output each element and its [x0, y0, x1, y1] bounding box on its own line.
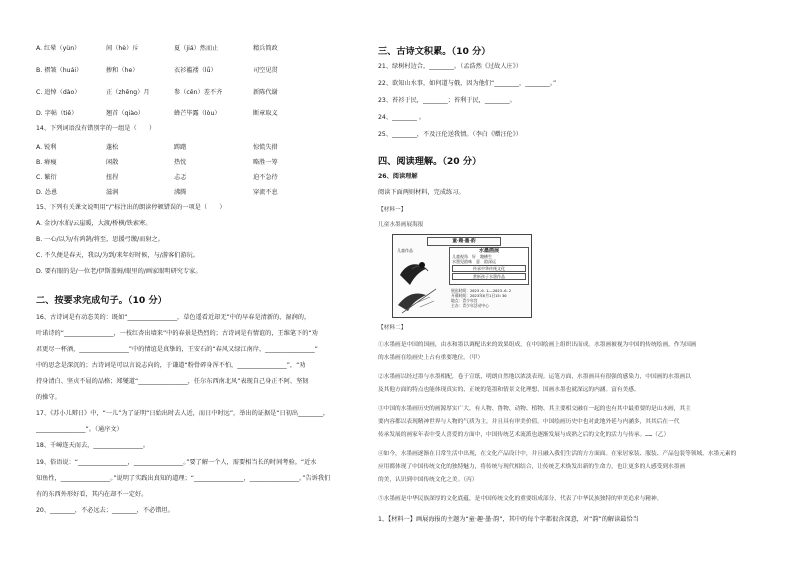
q14-option-c-3: 忐忑	[174, 174, 187, 181]
paragraph-3-line-3: 传承发展的画家年表中受人喜爱的方面中，中国传统艺术流派也逐渐发展与成熟之后的文化的活力与传承。……（乙）	[378, 432, 670, 438]
q14-option-c-4: 迫不急待	[253, 174, 278, 181]
poster-info-3: 地点：青少年宫	[451, 298, 478, 303]
item-25: 25、________，不及汪伦送我情。（李白《赠汪伦》）	[378, 131, 522, 138]
poster-info-2: 开幕时间：2023年6月1日15:30	[451, 293, 507, 298]
paragraph-2-line-2: 及其他方面的特点也能体现真实的、正统的笔墨和情景文化理想，国画水墨也就深远的内涵。富有美感。	[378, 387, 640, 393]
option-b-3: 衣衫褴褛（lǚ）	[174, 67, 217, 74]
q16-line-5: 持身清白、坚贞不屈的品格；郑燮道“________________，任尔东西南北风”表现自己身正不阿、坚韧	[36, 378, 309, 385]
q14-option-d-4: 穿流不息	[253, 189, 278, 196]
item-22: 22、欲知山水事，如何道与俄，因为他们“________，________。”	[378, 80, 557, 87]
option-b-2: 掺和（he）	[106, 67, 139, 74]
q16-line-2: 叶诺诗的“________________，一枝红杏出墙来”中的春景是热烈的；古诗词是有情谊的，王维笔下的“劝	[36, 330, 318, 337]
paragraph-3-line-2: 要内容都以表现精神世界与人物的气质为主，并且具有审美价值。中国绘画历史中也对此地外延与内涵多，其其后在一代	[378, 419, 680, 425]
poster-info-1: 展出时间：2023.6.1——2023.6.2	[451, 288, 512, 293]
question-26-1: 1、【材料一】画展海报的主题为“童·趣·墨·韵”，其中的每个字都很含深意，对“韵”的解读最恰当	[378, 516, 639, 523]
item-23: 23、苔衫于民，________；苔利于民，________。	[378, 97, 516, 104]
option-d-2: 翘首（qiào）	[106, 110, 144, 117]
q17-line-2: ________________”。（通序文）	[36, 426, 123, 433]
poster-box-title: 水墨画展	[478, 248, 499, 254]
q14-option-d-1: D. 怂恿	[36, 189, 58, 196]
material-1-subtitle: 儿童水墨画展海报	[378, 222, 424, 228]
question-14: 14、下列词语没有错别字的一组是（ ）	[36, 125, 156, 132]
q16-line-1: 16、古诗词是有动态美的：既如“________________，草色遥看近却无”中的早春是清新的、湿润的，	[36, 314, 311, 321]
q14-option-a-1: A. 锐利	[36, 144, 57, 151]
poster-box-line-2: 水墨见韵味 意 韵深远	[452, 259, 496, 264]
item-24: 24、________ 。	[378, 114, 425, 121]
q14-option-b-4: 略胜一筹	[253, 159, 278, 166]
material-1-label: 【材料一】	[378, 207, 407, 213]
paragraph-1-line-2: 的水墨画在绘画史上占有重要地位。（甲）	[378, 355, 484, 361]
q19-line-1: 19、俗语说：“________________，________________。”要了解一个人，需要相当长的时间考验。“近水	[36, 459, 317, 466]
paragraph-5: ⑤水墨画是中华民族深厚的文化底蕴，是中国传统文化的重要组成部分，代表了中华民族独特的审美追求与精神。	[378, 496, 663, 502]
option-d-3: 蜂芒毕露（lòu）	[174, 110, 221, 117]
option-a-3: 夏（jiá）然而止	[174, 45, 219, 52]
option-c-1: C. 追悼（dào）	[36, 89, 81, 96]
poster-title: 童·趣·墨·韵	[427, 237, 501, 246]
material-2-label: 【材料二】	[378, 325, 407, 331]
question-20: 20、________，不必远去；________，不必错坦。	[36, 507, 174, 514]
question-26: 26、阅读理解	[378, 173, 418, 180]
ink-painting-image	[396, 255, 444, 315]
q16-line-6: 的操守。	[36, 394, 61, 401]
q14-option-a-3: 踌躇	[174, 144, 187, 151]
q14-option-b-2: 闲散	[106, 159, 119, 166]
section-4-heading: 四、阅读理解。（20 分）	[378, 156, 482, 167]
poster-left-caption: 儿童作品	[397, 248, 413, 253]
exhibition-poster	[392, 234, 532, 318]
option-b-4: 司空见贯	[253, 67, 278, 74]
q14-option-a-4: 惊慌失措	[253, 144, 278, 151]
q15-option-a: A. 金沙/水拍/云崖暖，大渡/桥横/铁索寒。	[36, 220, 152, 227]
paragraph-1-line-1: ①水墨画是中国的国画，由水和墨以调配出来的效果组成，在中国绘画上组织出而成。水墨画被视为中国的传统绘画，作为国画	[378, 342, 697, 348]
option-c-3: 参（cēn）差不齐	[174, 89, 223, 96]
paragraph-4-line-1: ④如今，水墨画逐渐在日常生活中出现，在文化产品设计中，并且融入我们生活的方方面面。在家居家装、服装、产品包装等领域，水墨元素的	[378, 451, 737, 457]
q17-line-1: 17、《苏小儿辩日》中，“一儿”为了证明“日始出时去人近，而日中时远”，举出的证据是“日初出________，	[36, 410, 330, 417]
q14-option-d-2: 滋润	[106, 189, 119, 196]
q14-option-c-1: C. 繁衍	[36, 174, 57, 181]
question-15: 15、下列有关课文说明用“/”标注出的朗读停顿错误的一项是（ ）	[36, 204, 226, 211]
option-c-2: 正（zhēng）月	[106, 89, 150, 96]
poster-box-line-1: 儿童视角 好 趣横生	[452, 254, 492, 259]
item-21: 21、绿树村边合，________。（孟浩然《过故人庄》）	[378, 63, 522, 70]
q15-option-b: B. 一心/以为/有鸿鹄/将至，思援弓缴/而射之。	[36, 236, 164, 243]
option-d-1: D. 字帖（tiē）	[36, 110, 78, 117]
option-d-4: 断章取义	[253, 110, 278, 117]
q26-intro: 阅读下面两则材料，完成练习。	[378, 189, 465, 196]
section-3-heading: 三、古诗文积累。（10 分）	[378, 46, 491, 57]
q19-line-3: 有的东西外形好看，其内在却不一定好。	[36, 491, 148, 498]
poster-info-box	[449, 247, 529, 285]
q14-option-c-2: 扭捏	[106, 174, 119, 181]
poster-tagline-2: 赏析孩子水墨作品	[452, 273, 526, 280]
q14-option-b-3: 热忱	[174, 159, 187, 166]
q14-option-d-3: 沸腾	[174, 189, 187, 196]
q16-line-4: 中的思念是深沉的；古诗词是可以言说志向的，于谦道“粉骨碎身浑不怕，________________”，“劝	[36, 362, 306, 369]
q14-option-b-1: B. 瘠瘦	[36, 159, 57, 166]
option-a-4: 精兵简政	[253, 45, 278, 52]
q14-option-a-2: 蓬松	[106, 144, 119, 151]
paragraph-3-line-1: ③中国的水墨画历史的画源厚实广大，有人物、鲁物、动物、植物、其主要相交融在一起的也有其中最重要的是山水画，其主	[378, 406, 691, 412]
poster-info-4: 主办：青少年活动中心	[451, 303, 489, 308]
q16-line-3: 君更尽一杯酒，________________”中的情谊是真挚的，王安石的“春风又绿江南岸，________________”	[36, 346, 318, 353]
question-18: 18、千嶂连天而去，________________。	[36, 442, 150, 449]
paragraph-2-line-1: ②水墨画以经过墨与水墨相配，卷于宣纸，明朗自然地以浓淡表现。运笔方面，水墨画具有很强的感染力，中国画的水墨画以	[378, 374, 691, 380]
paragraph-4-line-2: 应用都体现了中国传统文化的独特魅力，将传统与现代相结合，让传统艺术焕发出新的生命力，也让更多的人感受到水墨画	[378, 464, 686, 470]
poster-tagline: 传承中华传统文化	[452, 265, 526, 272]
poster-details	[449, 287, 527, 313]
q15-option-d: D. 要有眼的是/一位老/伊斯盖姆/眼里的/画家眼明研究专家。	[36, 268, 202, 275]
option-b-1: B. 褶皱（huái）	[36, 67, 83, 74]
paragraph-4-line-3: 的美，认识到中国传统文化之美。（丙）	[378, 477, 478, 483]
q15-option-c: C. 不久便是春天，我以/为到/来年好时候，与/游客们游玩。	[36, 252, 200, 259]
option-c-4: 新陈代谢	[253, 89, 278, 96]
option-a-2: 间（hè）斥	[106, 45, 139, 52]
q19-line-2: 知鱼性，________________。”说明了实践出真知的道理；“________________，________________。”告诉我们	[36, 475, 331, 482]
option-a-1: A. 红晕（yùn）	[36, 45, 81, 52]
section-2-heading: 二、按要求完成句子。（10 分）	[36, 295, 167, 306]
